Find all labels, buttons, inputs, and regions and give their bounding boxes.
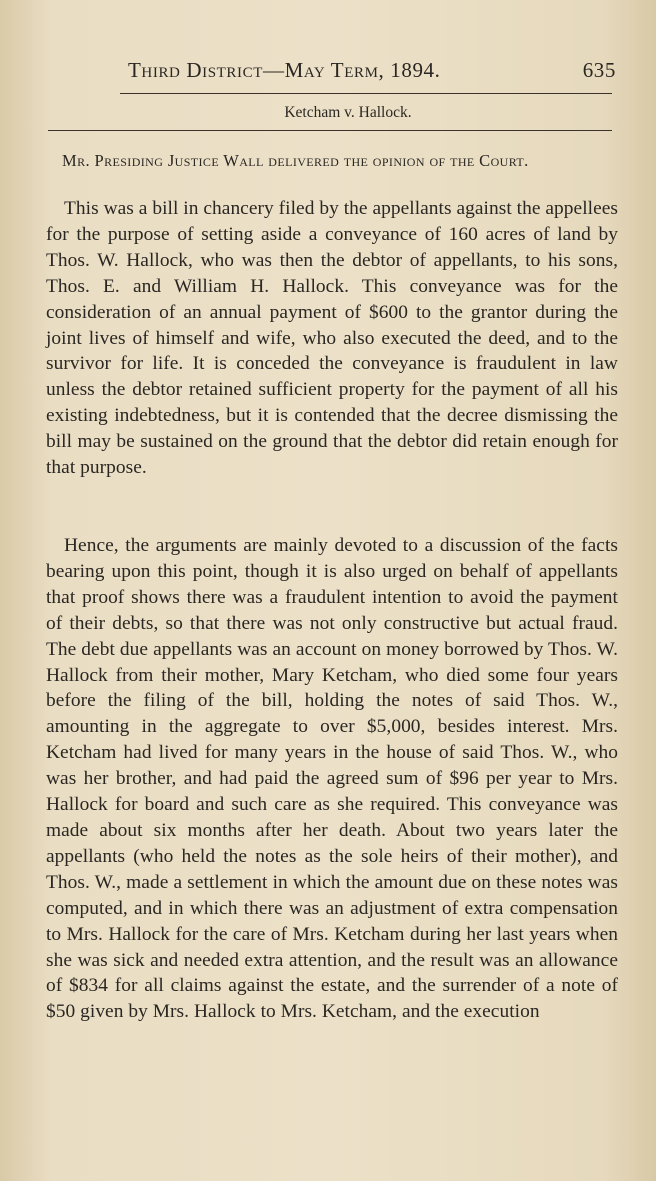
page-number: 635 — [582, 58, 616, 82]
paragraph-text: Hence, the arguments are mainly devoted to a discussion of the facts bearing upon this point, though it is also urged on behalf of appellants that proof shows there was a fraudulent intention to avoid the payment of their debts, so that there was not only constructive but actual fraud. The debt due appellants was an account on money borrowed by Thos. W. Hallock from their mother, Mary Ketcham, who died some four years before the filing of the bill, holding the notes of said Thos. W., amounting in the aggregate to over $5,000, besides interest. Mrs. Ketcham had lived for many years in the house of said Thos. W., who was her brother, and had paid the agreed sum of $96 per year to Mrs. Hallock for board and such care as she required. This conveyance was made about six months after her death. About two years later the appellants (who held the notes as the sole heirs of their mother), and Thos. W., made a settlement in which the amount due on these notes was computed, and in which there was an adjustment of extra compensation to Mrs. Hallock for the care of Mrs. Ketcham during her last years when she was sick and needed extra attention, and the result was an allowance of $834 for all claims against the estate, and the surrender of a note of $50 given by Mrs. Hallock to Mrs. Ketcham, and the execution — [46, 535, 618, 1023]
opinion-intro: Mr. Presiding Justice Wall delivered the opinion of the Court. — [62, 151, 529, 170]
body-paragraph-2 — [46, 533, 618, 1025]
body-paragraph-1 — [46, 196, 618, 481]
case-title: Ketcham v. Hallock. — [284, 104, 412, 121]
paragraph-text: This was a bill in chancery filed by the appellants against the appellees for the purpose of setting aside a conveyance of 160 acres of land by Thos. W. Hallock, who was then the debtor of appellants, to his sons, Thos. E. and William H. Hallock. This conveyance was for the consideration of an annual payment of $600 to the grantor during the joint lives of himself and wife, who also executed the deed, and to the survivor for life. It is conceded the conveyance is fraudulent in law unless the debtor retained sufficient property for the payment of all his existing indebtedness, but it is contended that the decree dismissing the bill may be sustained on the ground that the debtor did retain enough for that purpose. — [46, 198, 618, 479]
running-head-title: Third District—May Term, 1894. — [128, 58, 441, 82]
header-rule-top — [120, 93, 612, 94]
running-head — [128, 58, 616, 88]
header-rule-bottom — [48, 130, 612, 131]
